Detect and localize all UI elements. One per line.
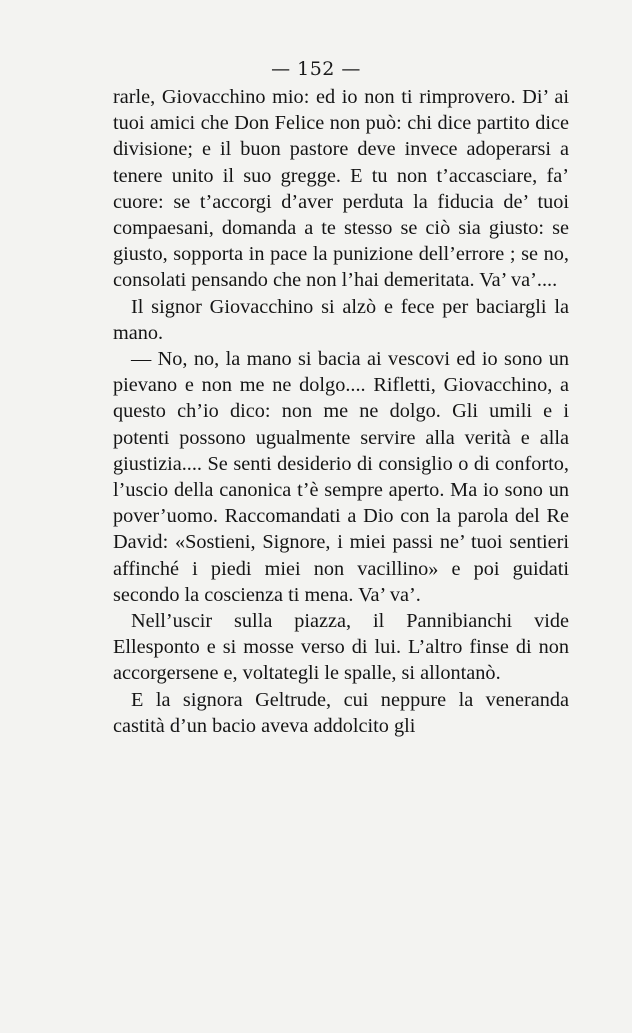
paragraph-5: E la signora Geltrude, cui neppure la veneranda castità d’un bacio aveva addolcito gli [113,688,569,737]
paragraph-4: Nell’uscir sulla piazza, il Pannibianchi vide Ellesponto e si mosse verso di lui. L’altro finse di non accorgersene e, voltategli le spalle, si allontanò. [113,610,569,685]
body-text [113,84,569,739]
paragraph-1: rarle, Giovacchino mio: ed io non ti rimprovero. Di’ ai tuoi amici che Don Felice non può: chi dice partito dice divisione; e il buon pastore deve invece adoperarsi a tenere unito il suo gregge. E tu non t’accasciare, fa’ cuore: se t’accorgi d’aver perduta la fiducia de’ tuoi compaesani, domanda a te stesso se ciò sia giusto: se giusto, sopporta in pace la punizione dell’errore ; se no, consolati pensando che non l’hai demeritata. Va’ va’.... [113,86,569,292]
page-number: — 152 — [271,58,361,80]
paragraph-2: Il signor Giovacchino si alzò e fece per baciargli la mano. [113,295,569,344]
paragraph-3: — No, no, la mano si bacia ai vescovi ed io sono un pievano e non me ne dolgo.... Rifletti, Giovacchino, a questo ch’io dico: non me ne dolgo. Gli umili e i potenti possono ugualmente servire alla verità e alla giustizia.... Se senti desiderio di consiglio o di conforto, l’uscio della canonica t’è sempre aperto. Ma io sono un pover’uomo. Raccomandati a Dio con la parola del Re David: «Sostieni, Signore, i miei passi ne’ tuoi sentieri affinché i piedi miei non vacillino» e poi guidati secondo la coscienza ti mena. Va’ va’. [113,348,569,606]
